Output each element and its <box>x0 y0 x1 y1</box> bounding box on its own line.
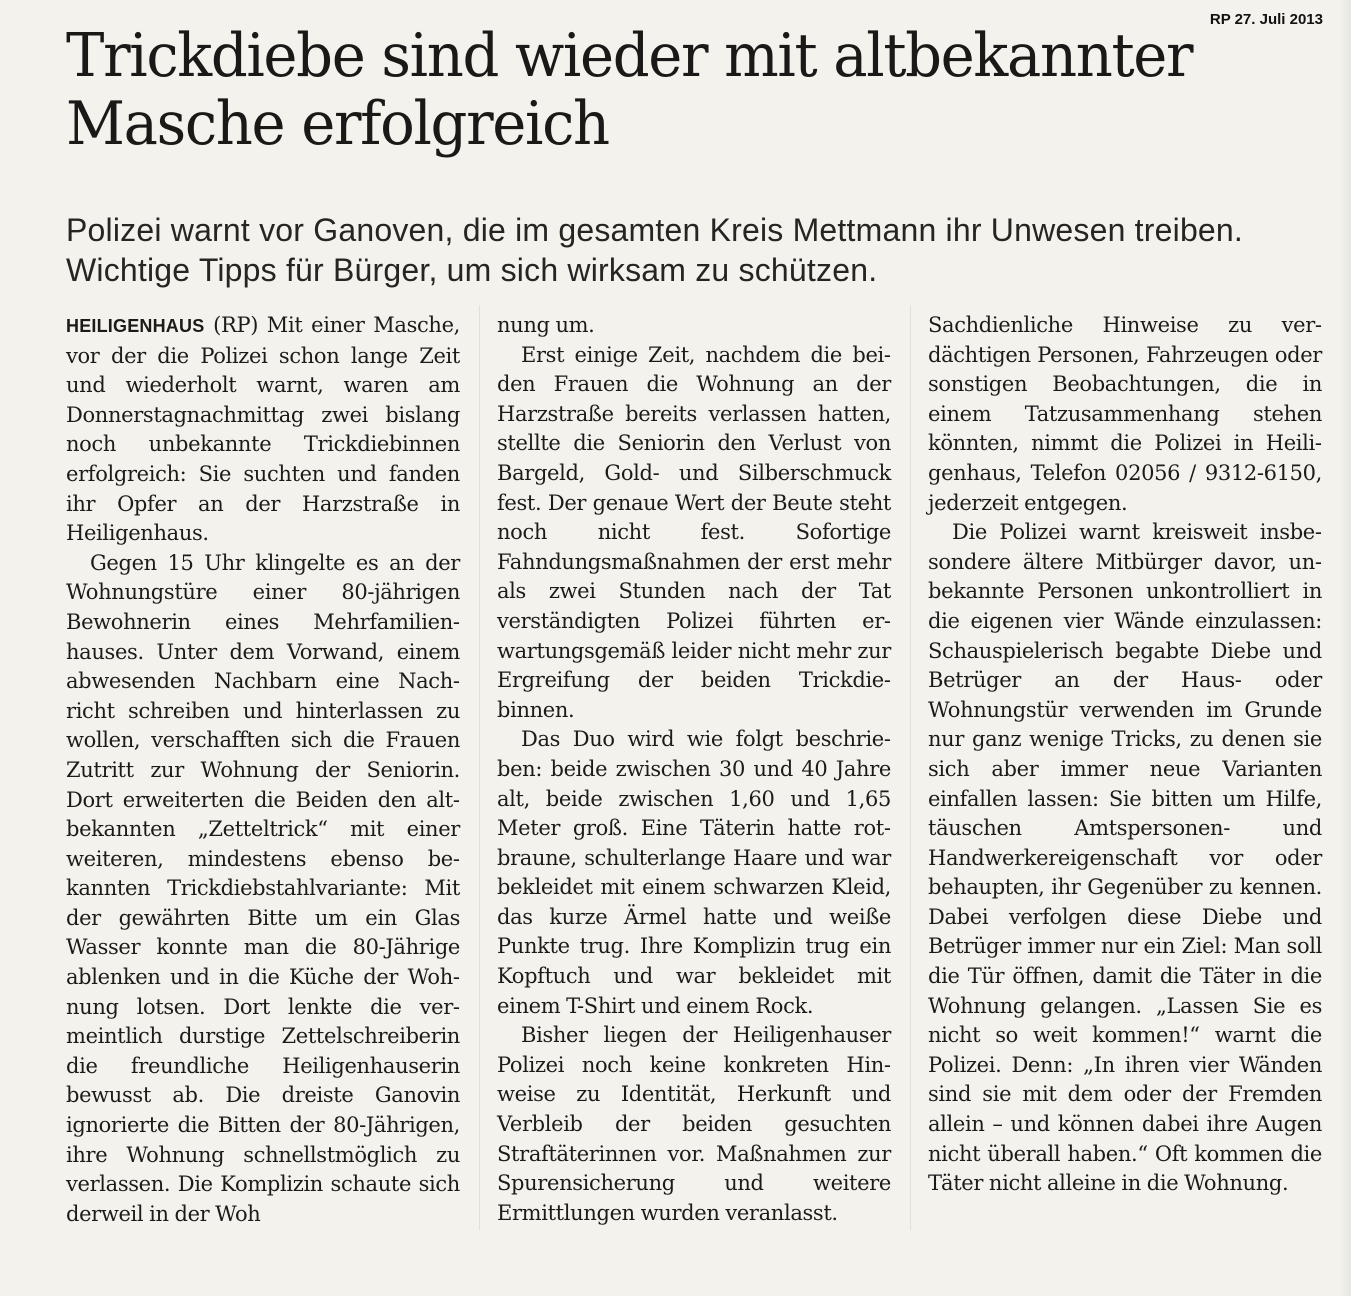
article-paragraph: Das Duo wird wie folgt beschrieben: beide zwischen 30 und 40 Jahre alt, beide zwischen 1,60 und 1,65 Meter groß. Eine Täterin hatte rotbraune, schulterlange Haare und war bekleidet mit einem schwarzen Kleid, das kurze Ärmel hatte und weiße Punkte trug. Ihre Komplizin trug ein Kopftuch und war bekleidet mit einem T-Shirt und einem Rock. <box>497 727 891 1018</box>
headline: Trickdiebe sind wieder mit altbekannter Masche erfolgreich <box>66 21 1193 159</box>
paragraph-text: (RP) Mit einer Masche, vor der die Polizei schon lange Zeit und wiederholt warnt, waren am Donnerstagnachmittag zwei bislang noch unbekannte Trickdiebinnen erfolgreich: Sie suchten und fanden ihr Opfer an der Harzstraße in Heiligenhaus. <box>66 313 460 546</box>
article-paragraph: Die Polizei warnt kreisweit insbesondere ältere Mitbürger davor, unbekannte Personen unkontrolliert in die eigenen vier Wände einzulassen: Schauspielerisch begabte Diebe und Betrüger an der Haus- oder Wohnungstür verwenden im Grunde nur ganz wenige Tricks, zu denen sie sich aber immer neue Varianten einfallen lassen: Sie bitten um Hilfe, täuschen Amtspersonen- und Handwerkereigenschaft vor oder behaupten, ihr Gegenüber zu kennen. Dabei verfolgen diese Diebe und Betrüger immer nur ein Ziel: Man soll die Tür öffnen, damit die Täter in die Wohnung gelangen. „Lassen Sie es nicht so weit kommen!“ warnt die Polizei. Denn: „In ihren vier Wänden sind sie mit dem oder der Fremden allein – und können dabei ihre Augen nicht überall haben.“ Oft kommen die Täter nicht alleine in die Wohnung. <box>928 520 1322 1196</box>
article-column-2 <box>497 311 891 1228</box>
dateline: HEILIGENHAUS <box>66 316 205 336</box>
subheadline: Polizei warnt vor Ganoven, die im gesamten Kreis Mettmann ihr Unwesen treiben. Wichtige Tipps für Bürger, um sich wirksam zu schützen. <box>66 212 1244 288</box>
column-rule <box>910 305 911 1230</box>
article-paragraph: Bisher liegen der Heiligenhauser Polizei noch keine konkreten Hinweise zu Identität, Herkunft und Verbleib der beiden gesuchten Straftäterinnen vor. Maßnahmen zur Spurensicherung und weitere Ermittlungen wurden veranlasst. <box>497 1023 891 1225</box>
source-date-label: RP 27. Juli 2013 <box>1209 11 1323 28</box>
article-paragraph: nung um. <box>497 313 595 337</box>
paper-edge <box>1339 0 1351 1296</box>
article-paragraph: Sachdienliche Hinweise zu verdächtigen Personen, Fahrzeugen oder sonstigen Beobachtungen, die in einem Tatzusammenhang stehen könnten, nimmt die Polizei in Heiligenhaus, Telefon 02056 / 9312-6150, jederzeit entgegen. <box>928 313 1322 515</box>
article-column-1 <box>66 311 460 1229</box>
article-column-3 <box>928 311 1322 1199</box>
article-paragraph <box>66 311 460 549</box>
article-paragraph: Gegen 15 Uhr klingelte es an der Wohnungstüre einer 80-jährigen Bewohnerin eines Mehrfamilienhauses. Unter dem Vorwand, einem abwesenden Nachbarn eine Nachricht schreiben und hinterlassen zu wollen, verschafften sich die Frauen Zutritt zur Wohnung der Seniorin. Dort erweiterten die Beiden den altbekannten „Zetteltrick“ mit einer weiteren, mindestens ebenso bekannten Trickdiebstahlvariante: Mit der gewährten Bitte um ein Glas Wasser konnte man die 80-Jährige ablenken und in die Küche der Wohnung lotsen. Dort lenkte die vermeintlich durstige Zettelschreiberin die freundliche Heiligenhauserin bewusst ab. Die dreiste Ganovin ignorierte die Bitten der 80-Jährigen, ihre Wohnung schnellstmöglich zu verlassen. Die Komplizin schaute sich derweil in der Woh <box>66 550 460 1226</box>
column-rule <box>479 305 480 1230</box>
article-paragraph: Erst einige Zeit, nachdem die beiden Frauen die Wohnung an der Harzstraße bereits verlassen hatten, stellte die Seniorin den Verlust von Bargeld, Gold- und Silberschmuck fest. Der genaue Wert der Beute steht noch nicht fest. Sofortige Fahndungsmaßnahmen der erst mehr als zwei Stunden nach der Tat verständigten Polizei führten erwartungsgemäß leider nicht mehr zur Ergreifung der beiden Trickdiebinnen. <box>497 342 891 722</box>
